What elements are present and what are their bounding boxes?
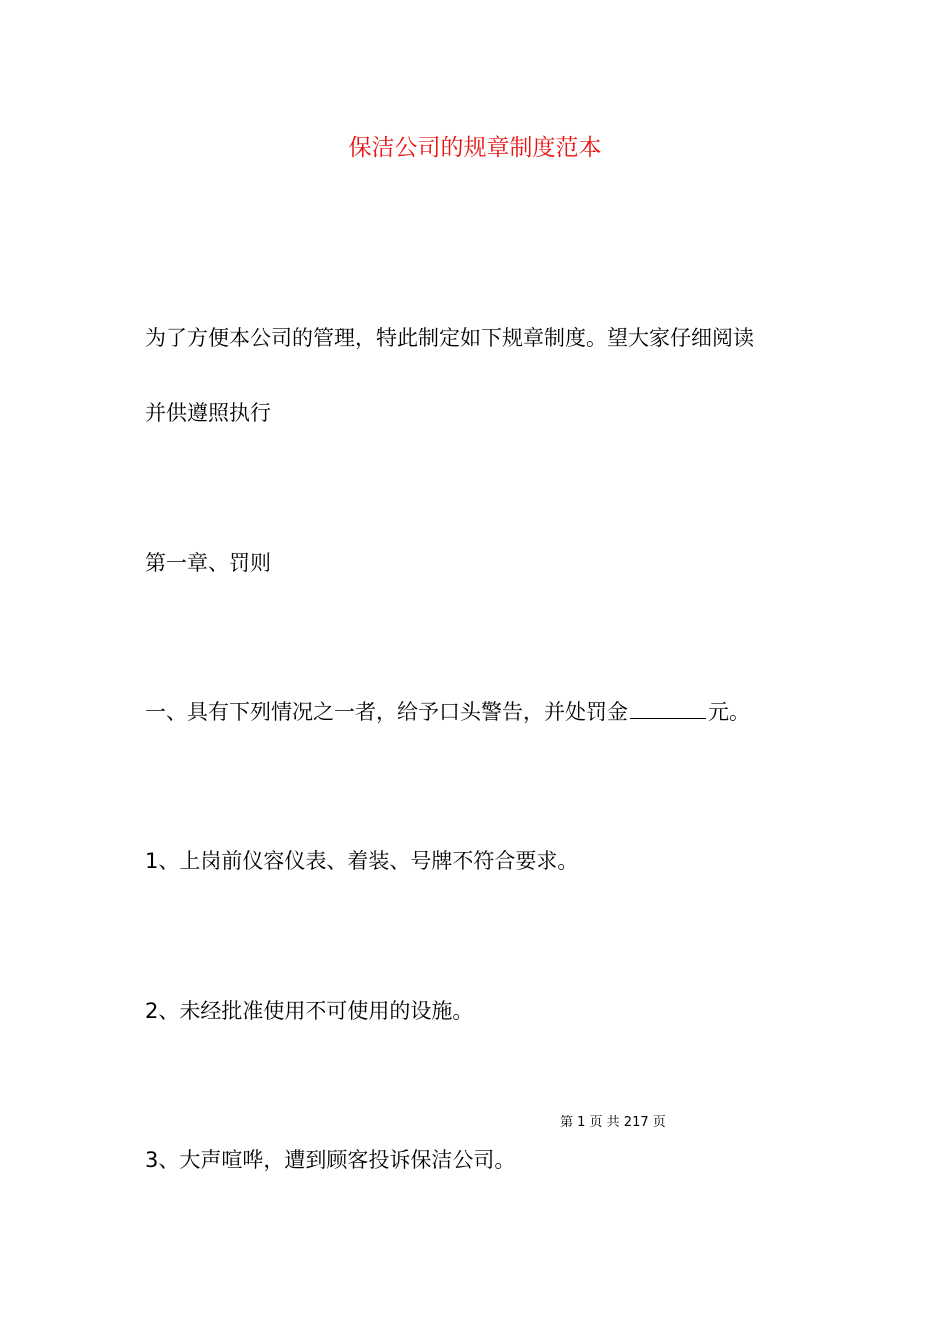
document-title: 保洁公司的规章制度范本 [348,135,602,161]
rule-one [145,697,750,727]
page-number: 第 1 页 共 217 页 [560,1115,666,1130]
list-item: 3、大声喧哗，遭到顾客投诉保洁公司。 [145,1148,516,1172]
list-item: 2、未经批准使用不可使用的设施。 [145,999,474,1023]
rule-one-suffix: 元。 [708,700,750,724]
list-item: 1、上岗前仪容仪表、着装、号牌不符合要求。 [145,849,579,873]
intro-line-1: 为了方便本公司的管理，特此制定如下规章制度。望大家仔细阅读 [145,326,754,350]
fine-amount-blank [630,698,706,719]
rule-one-text: 一、具有下列情况之一者，给予口头警告，并处罚金 [145,700,628,724]
chapter-heading: 第一章、罚则 [145,551,271,575]
intro-line-2: 并供遵照执行 [145,401,271,425]
